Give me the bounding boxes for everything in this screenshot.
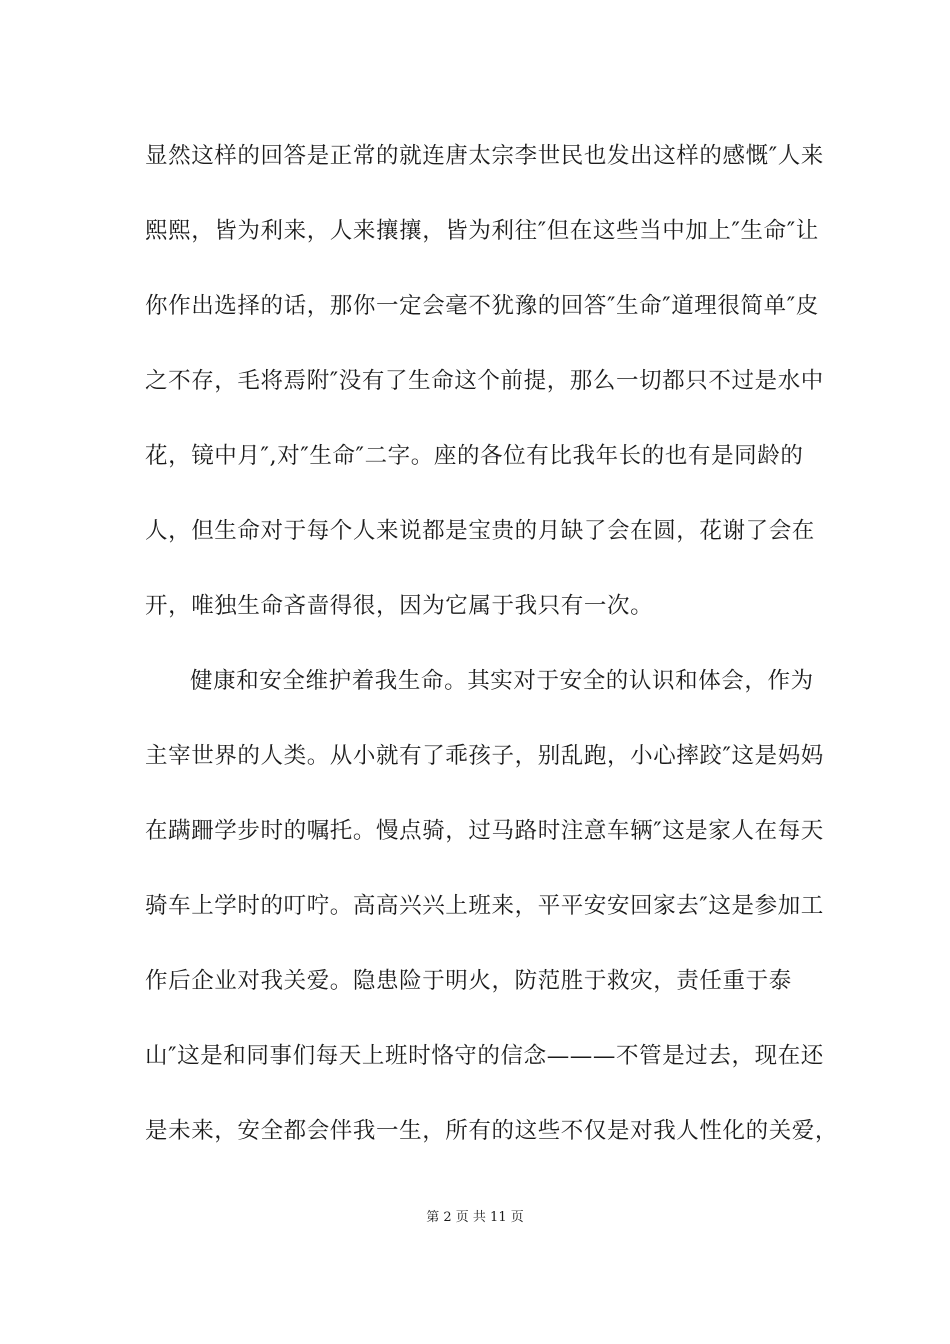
text-line: 之不存，毛将焉附″没有了生命这个前提，那么一切都只不过是水中	[145, 368, 824, 394]
text-line: 开，唯独生命吝啬得很，因为它属于我只有一次。	[145, 593, 654, 619]
text-line: 主宰世界的人类。从小就有了乖孩子，别乱跑，小心摔跤″这是妈妈	[145, 743, 824, 769]
text-line: 骑车上学时的叮咛。高高兴兴上班来，平平安安回家去″这是参加工	[145, 893, 824, 919]
page-footer: 第 2 页 共 11 页	[426, 1210, 524, 1225]
text-line: 熙熙，皆为利来，人来攘攘，皆为利往″但在这些当中加上″生命″让	[145, 218, 819, 244]
text-line: 山″这是和同事们每天上班时恪守的信念———不管是过去，现在还	[145, 1043, 824, 1069]
text-line: 你作出选择的话，那你一定会毫不犹豫的回答″生命″道理很简单″皮	[145, 293, 819, 319]
text-line: 作后企业对我关爱。隐患险于明火，防范胜于救灾，责任重于泰	[145, 968, 792, 994]
text-line: 是未来，安全都会伴我一生，所有的这些不仅是对我人性化的关爱，	[145, 1118, 839, 1144]
text-line: 显然这样的回答是正常的就连唐太宗李世民也发出这样的感慨″人来	[145, 143, 824, 169]
text-line: 健康和安全维护着我生命。其实对于安全的认识和体会，作为	[190, 668, 814, 694]
text-line: 花，镜中月″,对″生命″二字。座的各位有比我年长的也有是同龄的	[145, 443, 804, 469]
text-line: 在蹒跚学步时的嘱托。慢点骑，过马路时注意车辆″这是家人在每天	[145, 818, 824, 844]
text-line: 人，但生命对于每个人来说都是宝贵的月缺了会在圆，花谢了会在	[145, 518, 815, 544]
